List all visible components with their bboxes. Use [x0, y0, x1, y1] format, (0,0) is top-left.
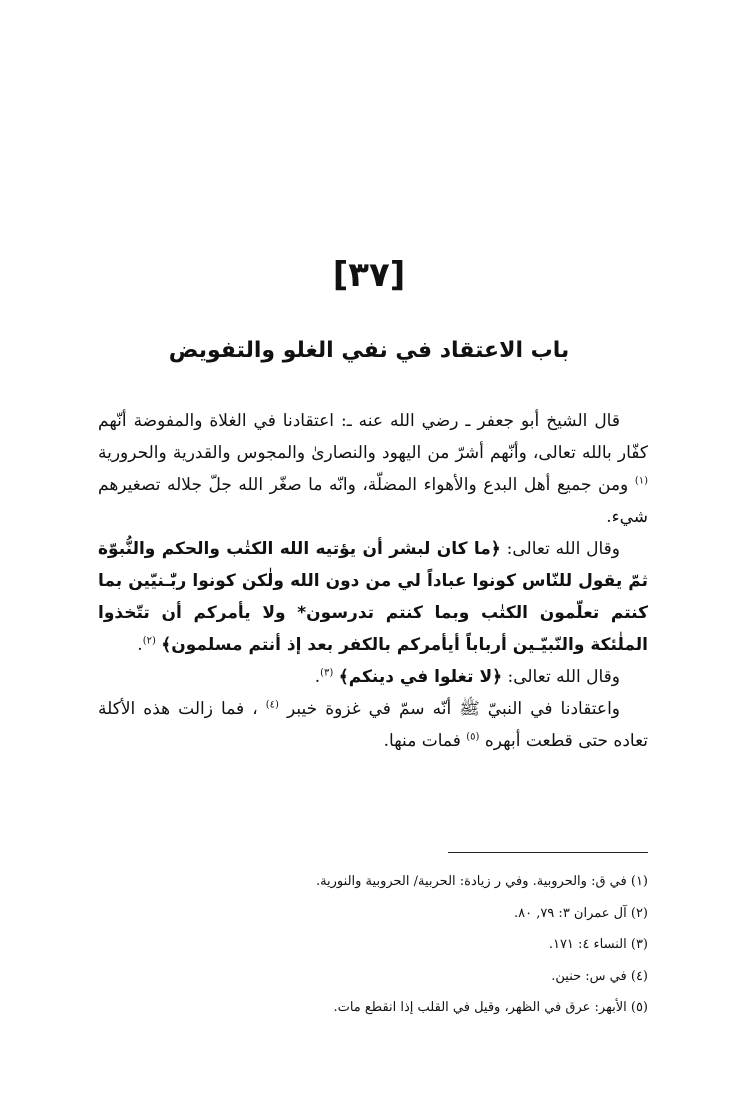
main-text	[98, 405, 648, 757]
footnote-ref-5: (٥)	[466, 731, 480, 743]
paragraph-1-continuation: ومن جميع أهل البدع والأهواء المضلّة، وانّه ما صغّر الله جلّ جلاله تصغيرهم شيء.	[98, 475, 648, 527]
footnote-1: (١) في ق: والحروبية. وفي ر زيادة: الحربية/ الحروبية والنورية.	[315, 874, 648, 889]
paragraph-2: وقال الله تعالى: ﴿ما كان لبشر أن يؤتيه الله الكتٰب والحكم والنُّبوّة ثمّ يقول للنّاس كونوا عباداً لي من دون الله ولٰكن كونوا ربّٰـنيّين بما كنتم تعلّمون الكتٰب وبما كنتم تدرسون* ولا يأمركم أن تتّخذوا الملٰئكة والنّبيّـين أرباباً أيأمركم بالكفر بعد إذ أنتم مسلمون﴾ $^{(٢)}$.	[98, 539, 648, 655]
footnote-4: (٤) في س: حنين.	[551, 968, 648, 984]
footnote-ref-4: (٤)	[265, 699, 279, 711]
footnote-divider	[448, 852, 648, 853]
paragraph-4-text-b: ، فما زالت هذه الأكلة تعاده حتى قطعت أبهره	[98, 699, 648, 751]
paragraph-1-text: قال الشيخ أبو جعفر ـ رضي الله عنه ـ: اعتقادنا في الغلاة والمفوضة أنّهم كفّار بالله تعالى، وأنّهم أشرّ من اليهود والنصارىٰ والمجوس والقدرية والحرورية	[98, 411, 648, 463]
footnote-ref-3: (٣)	[320, 667, 334, 679]
paragraph-4-text-c: فمات منها.	[383, 731, 461, 751]
paragraph-1	[98, 405, 648, 533]
quran-verse-2: ﴿لا تغلوا في دينكم﴾	[338, 667, 503, 687]
paragraph-2-lead: وقال الله تعالى:	[506, 539, 621, 559]
footnote-ref-2: (٢)	[142, 635, 156, 647]
footnotes	[98, 866, 648, 1024]
footnote-3: (٣) النساء ٤: ١٧١.	[548, 937, 648, 952]
quran-verse-1: ﴿ما كان لبشر أن يؤتيه الله الكتٰب والحكم والنُّبوّة ثمّ يقول للنّاس كونوا عباداً لي من دون الله ولٰكن كونوا ربّٰـنيّين بما كنتم تعلّمون الكتٰب وبما كنتم تدرسون* ولا يأمركم أن تتّخذوا الملٰئكة والنّبيّـين أرباباً أيأمركم بالكفر بعد إذ أنتم مسلمون﴾	[98, 539, 648, 655]
paragraph-3-lead: وقال الله تعالى:	[507, 667, 620, 687]
chapter-title: باب الاعتقاد في نفي الغلو والتفويض	[168, 338, 570, 363]
chapter-number: [٣٧]	[332, 255, 406, 295]
paragraph-3: وقال الله تعالى: ﴿لا تغلوا في دينكم﴾ $^{(٣)}$.	[314, 667, 620, 687]
paragraph-4	[98, 693, 648, 757]
footnote-2: (٢) آل عمران ٣: ٧٩, ٨٠.	[513, 905, 648, 921]
footnote-ref-1: (١)	[634, 475, 648, 487]
paragraph-4-text-a: واعتقادنا في النبيّ ﷺ أنّه سمّ في غزوة خيبر	[287, 699, 621, 719]
footnote-5: (٥) الأبهر: عرق في الظهر، وقيل في القلب إذا انقطع مات.	[333, 1000, 648, 1015]
